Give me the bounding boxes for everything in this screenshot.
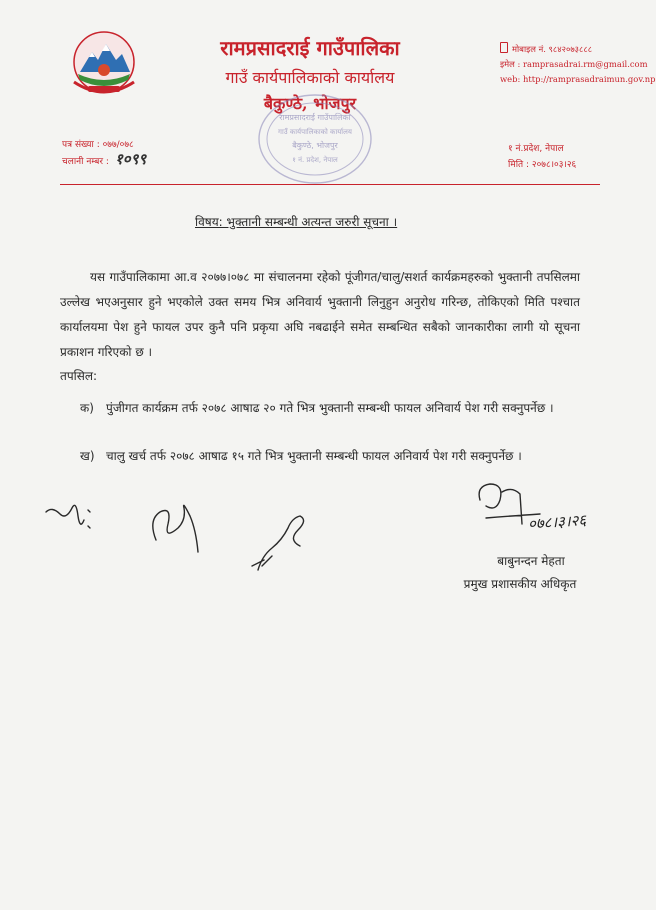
witness-signature-2 (153, 505, 198, 552)
email-text: इमेल : ramprasadrai.rm@gmail.com (500, 59, 648, 69)
website-text: web: http://ramprasadraimun.gov.np (500, 74, 656, 84)
dispatch-number: १०९९ (114, 150, 147, 168)
phone-text: मोबाइल नं. ९८४२०७३८८८ (512, 44, 593, 54)
witness-signature-1 (46, 505, 90, 528)
witness-signature-3 (252, 516, 304, 570)
stamp-line-1: रामप्रसादराई गाउँपालिका (279, 113, 351, 122)
signer-title: प्रमुख प्रशासकीय अधिकृत (463, 577, 577, 591)
office-address: बैकुण्ठे, भोजपुर (263, 94, 357, 113)
signature-date: ०७८।३।२६ (527, 510, 587, 534)
notice-subject: विषय: भुक्तानी सम्बन्धी अत्यन्त जरुरी सूचना । (195, 215, 398, 229)
stamp-line-2: गाउँ कार्यपालिकाको कार्यालय (278, 128, 352, 136)
notice-paragraph: यस गाउँपालिकामा आ.व २०७७।०७८ मा संचालनमा रहेको पूंजीगत/चालु/सशर्त कार्यक्रमहरुको भुक्तानी तपसिलमा उल्लेख भएअनुसार हुने भएकोले उक्त समय भित्र अनिवार्य भुक्तानी लिनुहुन अनुरोध गरिन्छ, तोकिएको मिति पश्चात कार्यालयमा पेश हुने फायल उपर कुनै पनि प्रकृया अघि नबढाईने समेत सम्बन्धित सबैको जानकारीका लागी यो सूचना प्रकाशन गरिएको छ । (60, 270, 580, 359)
org-name: रामप्रसादराई गाउँपालिका (220, 36, 400, 60)
list-item-text: पुंजीगत कार्यक्रम तर्फ २०७८ आषाढ २० गते भित्र भुक्तानी सम्बन्धी फायल अनिवार्य पेश गरी सक्नुपर्नेछ । (106, 401, 554, 415)
list-marker: ख) (80, 449, 95, 463)
dispatch-label: चलानी नम्बर : (62, 157, 109, 167)
province-text: १ नं.प्रदेश, नेपाल (508, 144, 564, 154)
reference-number: पत्र संख्या : ०७७/०७८ (62, 140, 134, 150)
stamp-line-4: १ नं. प्रदेश, नेपाल (292, 156, 338, 164)
office-name: गाउँ कार्यपालिकाको कार्यालय (225, 68, 395, 87)
date-text: मिति : २०७८।०३।२६ (508, 160, 577, 170)
signer-name: बाबुनन्दन मेहता (497, 554, 565, 568)
details-label: तपसिल: (60, 369, 98, 383)
stamp-line-3: बैकुण्ठे, भोजपुर (292, 141, 338, 150)
list-marker: क) (80, 401, 94, 415)
list-item-text: चालु खर्च तर्फ २०७८ आषाढ १५ गते भित्र भुक्तानी सम्बन्धी फायल अनिवार्य पेश गरी सक्नुपर्नेछ । (106, 449, 522, 463)
